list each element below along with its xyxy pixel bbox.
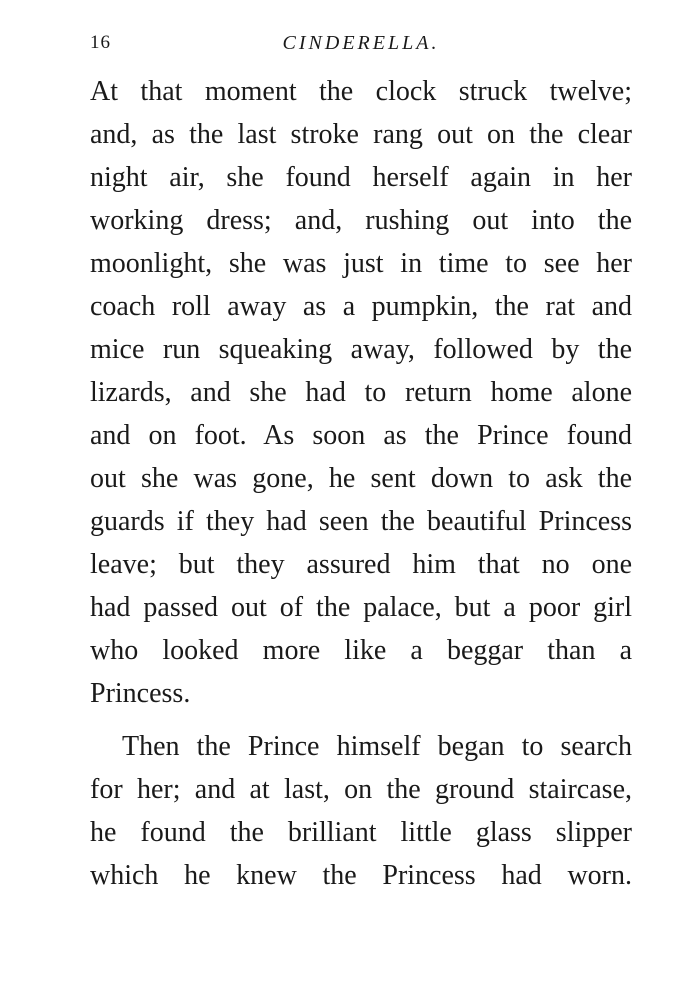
text-line: and, as the last stroke rang out on the clear xyxy=(90,119,632,150)
text-line: coach roll away as a pumpkin, the rat and xyxy=(90,291,632,322)
text-line: mice run squeaking away, followed by the xyxy=(90,334,632,365)
text-line: Then the Prince himself began to search xyxy=(122,731,632,762)
text-line: Princess. xyxy=(90,678,191,709)
text-line: for her; and at last, on the ground staircase, xyxy=(90,774,632,805)
page-number: 16 xyxy=(90,32,111,53)
text-line: who looked more like a beggar than a xyxy=(90,635,632,666)
text-line: working dress; and, rushing out into the xyxy=(90,205,632,236)
paragraph-2 xyxy=(90,725,632,897)
text-line: guards if they had seen the beautiful Princess xyxy=(90,506,632,537)
text-line: he found the brilliant little glass slipper xyxy=(90,817,632,848)
text-line: and on foot. As soon as the Prince found xyxy=(90,420,632,451)
paragraph-gap xyxy=(90,715,632,725)
text-line: had passed out of the palace, but a poor girl xyxy=(90,592,632,623)
text-line: lizards, and she had to return home alone xyxy=(90,377,632,408)
page-header xyxy=(90,32,632,62)
body-text xyxy=(90,70,632,897)
paragraph-1 xyxy=(90,70,632,715)
running-title: CINDERELLA. xyxy=(282,32,440,54)
text-line: leave; but they assured him that no one xyxy=(90,549,632,580)
text-line: out she was gone, he sent down to ask the xyxy=(90,463,632,494)
text-line: At that moment the clock struck twelve; xyxy=(90,76,632,107)
text-line: night air, she found herself again in her xyxy=(90,162,632,193)
text-line: moonlight, she was just in time to see her xyxy=(90,248,632,279)
text-line: which he knew the Princess had worn. xyxy=(90,860,632,891)
